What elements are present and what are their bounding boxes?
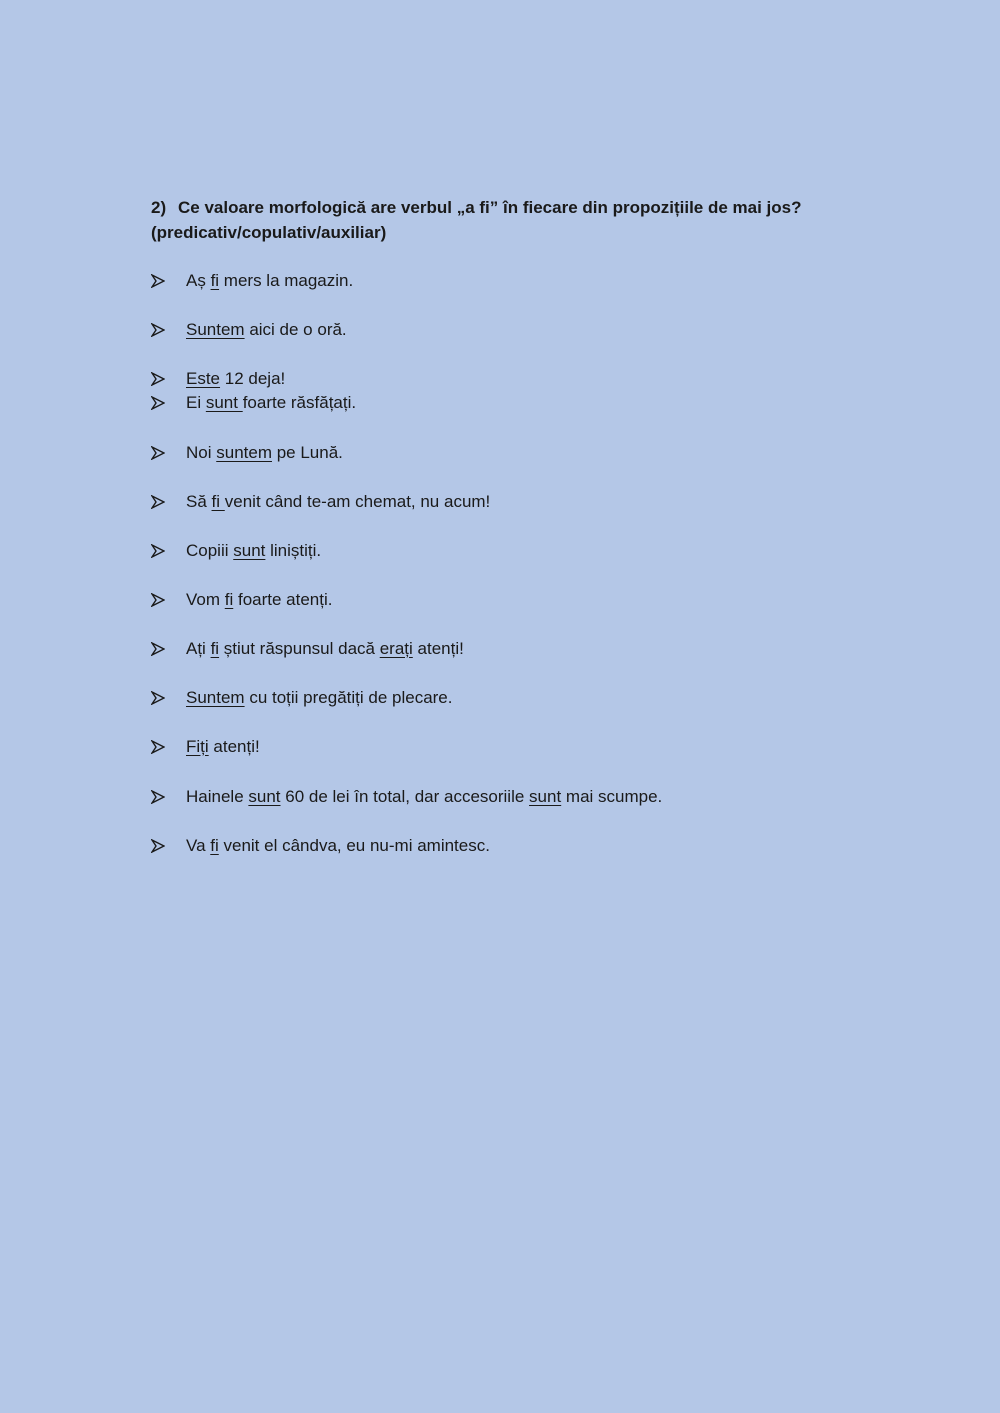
sentence-segment: Hainele (186, 787, 249, 806)
sentence-segment: cu toții pregătiți de plecare. (244, 688, 453, 707)
arrow-bullet-icon (151, 366, 167, 392)
underlined-verb: sunt (248, 787, 281, 806)
underlined-verb: erați (379, 639, 413, 658)
sentence-text (186, 538, 321, 564)
sentence-segment: Noi (186, 443, 217, 462)
question-text: Ce valoare morfologică are verbul „a fi” în fiecare din propozițiile de mai jos? (178, 198, 802, 217)
underlined-verb: suntem (216, 443, 272, 462)
arrow-bullet-icon (151, 734, 167, 760)
arrow-bullet-icon (151, 440, 167, 466)
question-number: 2) (151, 198, 167, 217)
sentence-segment: foarte atenți. (233, 590, 333, 609)
sentence-segment: atenți! (208, 737, 260, 756)
arrow-bullet-icon (151, 390, 167, 416)
underlined-verb: sunt (205, 393, 243, 412)
sentence-segment: Ați (186, 639, 211, 658)
sentence-text (186, 784, 662, 810)
sentence-text (186, 833, 490, 859)
sentence-segment: liniștiți. (265, 541, 322, 560)
arrow-bullet-icon (151, 685, 167, 711)
sentence-segment: atenți! (412, 639, 464, 658)
underlined-verb: fi (210, 836, 219, 855)
sentence-segment: 60 de lei în total, dar accesoriile (280, 787, 530, 806)
sentence-segment: Aș (186, 271, 211, 290)
underlined-verb: Este (186, 369, 221, 388)
sentence-segment: aici de o oră. (244, 320, 347, 339)
sentence-segment: Să (186, 492, 212, 511)
sentence-text (186, 685, 453, 711)
underlined-verb: fi (210, 271, 220, 290)
sentence-segment: Ei (186, 393, 206, 412)
arrow-bullet-icon (151, 636, 167, 662)
underlined-verb: sunt (529, 787, 562, 806)
sentence-text (186, 440, 343, 466)
underlined-verb: fi (210, 639, 220, 658)
question-line-1 (151, 195, 851, 220)
sentence-text (186, 587, 332, 613)
underlined-verb: Fiți (186, 737, 209, 756)
sentence-text (186, 489, 490, 515)
arrow-bullet-icon (151, 538, 167, 564)
sentence-segment: venit el cândva, eu nu-mi amintesc. (218, 836, 490, 855)
sentence-segment: Vom (186, 590, 225, 609)
sentence-text (186, 390, 356, 416)
arrow-bullet-icon (151, 833, 167, 859)
arrow-bullet-icon (151, 268, 167, 294)
sentence-segment: Copiii (186, 541, 234, 560)
sentence-text (186, 317, 347, 343)
sentence-segment: 12 deja! (220, 369, 286, 388)
sentence-text (186, 734, 260, 760)
arrow-bullet-icon (151, 489, 167, 515)
sentence-segment: Va (186, 836, 211, 855)
question-heading (151, 195, 851, 245)
underlined-verb: fi (211, 492, 225, 511)
underlined-verb: Suntem (186, 320, 245, 339)
sentence-segment: foarte răsfățați. (242, 393, 357, 412)
sentence-segment: mers la magazin. (219, 271, 354, 290)
underlined-verb: Suntem (186, 688, 245, 707)
sentence-text (186, 366, 285, 392)
underlined-verb: fi (224, 590, 234, 609)
arrow-bullet-icon (151, 587, 167, 613)
arrow-bullet-icon (151, 317, 167, 343)
sentence-segment: știut răspunsul dacă (219, 639, 380, 658)
sentence-segment: mai scumpe. (561, 787, 663, 806)
sentence-segment: pe Lună. (271, 443, 343, 462)
underlined-verb: sunt (233, 541, 266, 560)
arrow-bullet-icon (151, 784, 167, 810)
sentence-text (186, 268, 353, 294)
sentence-segment: venit când te-am chemat, nu acum! (224, 492, 491, 511)
question-line-2: (predicativ/copulativ/auxiliar) (151, 223, 387, 242)
sentence-text (186, 636, 464, 662)
